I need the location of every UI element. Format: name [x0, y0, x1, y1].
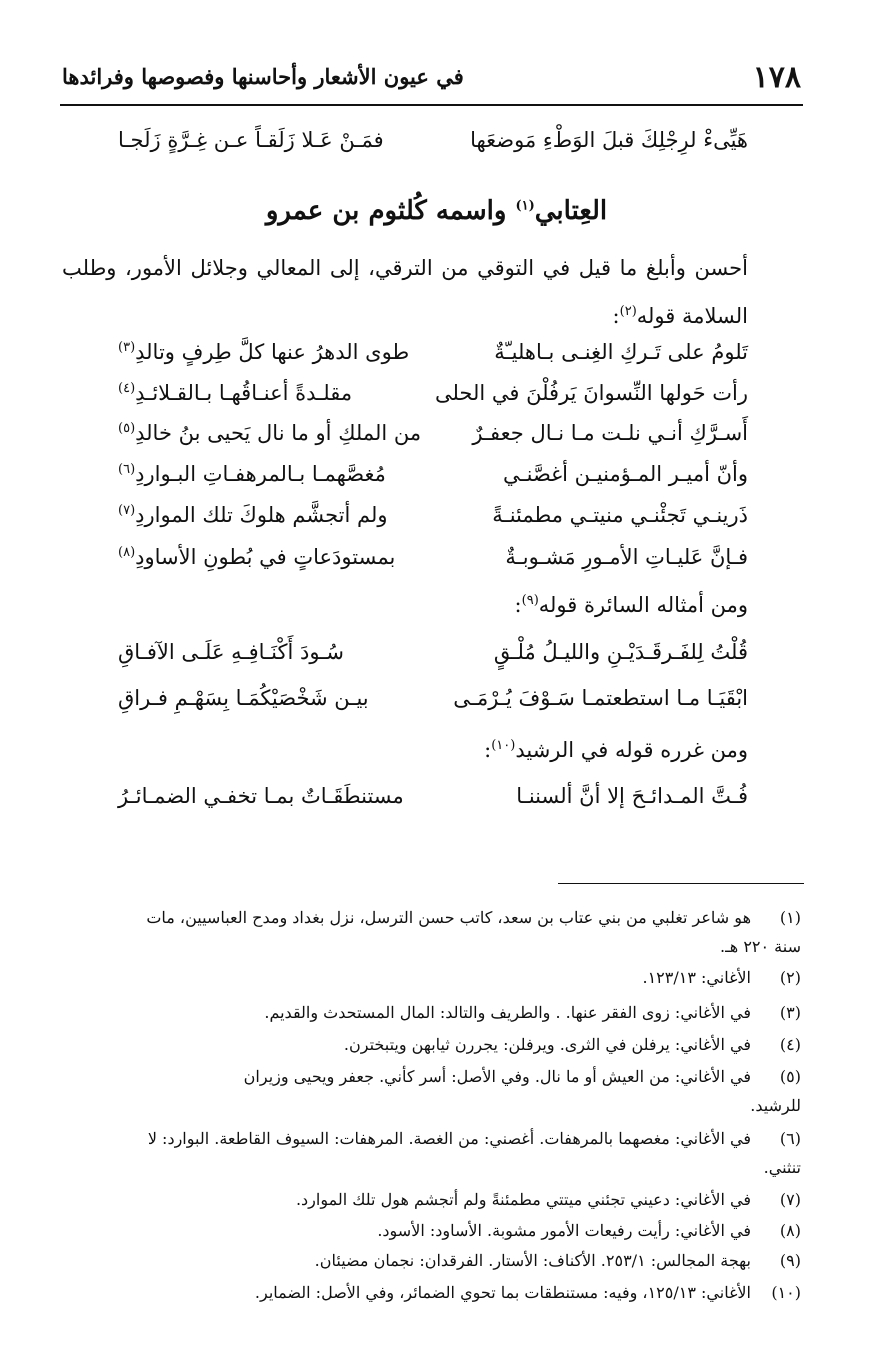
footnote-number: (٤): [779, 1035, 801, 1054]
page-number: ١٧٨: [752, 60, 801, 95]
verse-first-hemistich: رأت حَولها النِّسوانَ يَرفُلْنَ في الحلى: [434, 381, 748, 405]
poet-full-name: واسمه كُلثوم بن عمرو: [265, 196, 507, 226]
footnote-ref: (٤): [118, 381, 136, 396]
footnote-number: (١٠): [771, 1283, 801, 1302]
footnote: [58, 1278, 801, 1307]
footnote-ref: (١): [515, 198, 535, 214]
top-verse-second-hemistich: فمَـنْ عَـلا زَلَقـاً عـن غِـرَّةٍ زَلَجـا: [118, 128, 384, 152]
footnote-number: (٧): [779, 1190, 801, 1209]
verse-second-hemistich: مُغصَّهمـا بـالمرهفـاتِ البـواردِ$^{(٦)}$: [118, 462, 386, 486]
verse-second-hemistich: مستنطَقَـاتٌ بمـا تخفـي الضمـائـرُ: [118, 784, 404, 808]
intro-paragraph: [62, 246, 748, 338]
footnote: [58, 1216, 801, 1245]
footnote: [58, 1124, 801, 1182]
verse-first-hemistich: فـإنَّ عَليـاتِ الأمـورِ مَشـوبـةٌ: [505, 545, 748, 569]
footnote-ref: (٥): [118, 421, 136, 436]
verse-first-hemistich: تَلومُ على تَـركِ الغِنـى بـاهليـّةٌ: [494, 340, 748, 364]
verse-first-hemistich: ابْقَيَـا مـا استطعتمـا سَـوْفَ يُـرْمَـى: [453, 686, 748, 710]
verse-first-hemistich: قُلْتُ لِلفَـرقَـدَيْـنِ والليـلُ مُلْـقٍ: [493, 640, 748, 664]
verse-second-hemistich: مقلـدةً أعنـاقُهـا بـالقـلائـدِ$^{(٤)}$: [118, 381, 353, 405]
footnote-text: الأغاني: ١٢٣/١٣.: [642, 968, 751, 987]
verse-first-hemistich: أَسـرَّكِ أنـي نلـت مـا نـال جعفـرٌ: [472, 421, 748, 445]
section-heading: [0, 196, 873, 226]
footnote-number: (١): [779, 908, 801, 927]
verse-first-hemistich: ذَرينـي تَجئْنـي منيتـي مطمئنـةً: [492, 503, 748, 527]
verse-second-hemistich: بمستودَعاتٍ في بُطونِ الأساودِ$^{(٨)}$: [118, 545, 396, 569]
footnote-text: في الأغاني: زوى الفقر عنها. . والطريف والتالد: المال المستحدث والقديم.: [264, 1003, 751, 1022]
footnote: [58, 998, 801, 1027]
footnote-ref: (٦): [118, 462, 136, 477]
footnote-ref: (٧): [118, 503, 136, 518]
intro-line: ومن أمثاله السائرة قوله$^{(٩)}$:: [514, 593, 748, 617]
verse-second-hemistich: من الملكِ أو ما نال يَحيى بنُ خالدِ$^{(٥)}$: [118, 421, 422, 445]
footnote-text: في الأغاني: مغصهما بالمرهفات. أغصني: من الغصة. المرهفات: السيوف القاطعة. البوارد: لا: [147, 1129, 751, 1148]
footnote-text: في الأغاني: دعيني تجئني ميتتي مطمئنةً ولم أتجشم هول تلك الموارد.: [295, 1190, 751, 1209]
footnote-ref: (٨): [118, 545, 136, 560]
top-verse-first-hemistich: هَيِّىءْ لرِجْلِكَ قبلَ الوَطْءِ مَوضعَها: [470, 128, 748, 152]
footnote: [58, 963, 801, 992]
footnote-text: في الأغاني: من العيش أو ما نال. وفي الأصل: أسر كأني. جعفر ويحيى وزيران: [243, 1067, 751, 1086]
intro-text: أحسن وأبلغ ما قيل في التوقي من الترقي، إلى المعالي وجلائل الأمور، وطلب السلامة قوله: [62, 256, 748, 328]
running-title: في عيون الأشعار وأحاسنها وفصوصها وفرائدها: [62, 64, 464, 89]
header-rule: [60, 104, 803, 106]
poet-name: العِتابي: [534, 196, 608, 226]
footnote-ref: (٢): [619, 304, 637, 319]
footnote-continuation: تنثني.: [763, 1158, 801, 1177]
footnote-number: (٥): [779, 1067, 801, 1086]
intro-line: ومن غرره قوله في الرشيد$^{(١٠)}$:: [484, 738, 748, 762]
verse-second-hemistich: بيـن شَخْصَيْكُمَـا بِسَهْـمِ فـراقِ: [118, 686, 369, 710]
footnote-rule: [558, 883, 804, 884]
footnote-text: في الأغاني: يرفلن في الثرى. ويرفلن: يجررن ثيابهن ويتبخترن.: [343, 1035, 751, 1054]
verse-second-hemistich: سُـودَ أَكْنَـافِـهِ عَلَـى الآفـاقِ: [118, 640, 344, 664]
footnote-number: (٢): [779, 968, 801, 987]
footnote-ref: (٩): [521, 593, 539, 608]
verse-first-hemistich: وأنّ أميـر المـؤمنيـن أغصَّنـي: [502, 462, 748, 486]
verse-second-hemistich: طوى الدهرُ عنها كلَّ طِرفٍ وتالدِ$^{(٣)}$: [118, 340, 410, 364]
footnote: [58, 903, 801, 961]
footnote-number: (٣): [779, 1003, 801, 1022]
footnote-number: (٦): [779, 1129, 801, 1148]
footnote: [58, 1185, 801, 1214]
footnote-ref: (٣): [118, 340, 136, 355]
footnote-text: بهجة المجالس: ٢٥٣/١. الأكناف: الأستار. الفرقدان: نجمان مضيئان.: [314, 1251, 751, 1270]
footnote-text: هو شاعر تغلبي من بني عتاب بن سعد، كاتب حسن الترسل، نزل بغداد ومدح العباسيين، مات: [146, 908, 751, 927]
verse-second-hemistich: ولم أتجشَّم هلوكَ تلك المواردِ$^{(٧)}$: [118, 503, 388, 527]
verse-first-hemistich: فُـتَّ المـدائـحَ إلا أنَّ ألسننـا: [516, 784, 748, 808]
footnote-continuation: سنة ٢٢٠ هـ.: [720, 937, 801, 956]
footnote: [58, 1030, 801, 1059]
footnote-text: في الأغاني: رأيت رفيعات الأمور مشوبة. الأساود: الأسود.: [377, 1221, 751, 1240]
footnote-continuation: للرشيد.: [750, 1096, 801, 1115]
footnote: [58, 1062, 801, 1120]
footnote-text: الأغاني: ١٢٥/١٣، وفيه: مستنطقات بما تحوي الضمائر، وفي الأصل: الضماير.: [254, 1283, 751, 1302]
footnote-number: (٩): [779, 1251, 801, 1270]
footnote-number: (٨): [779, 1221, 801, 1240]
intro-colon: :: [612, 304, 620, 328]
footnote: [58, 1246, 801, 1275]
footnote-ref: (١٠): [491, 738, 516, 753]
